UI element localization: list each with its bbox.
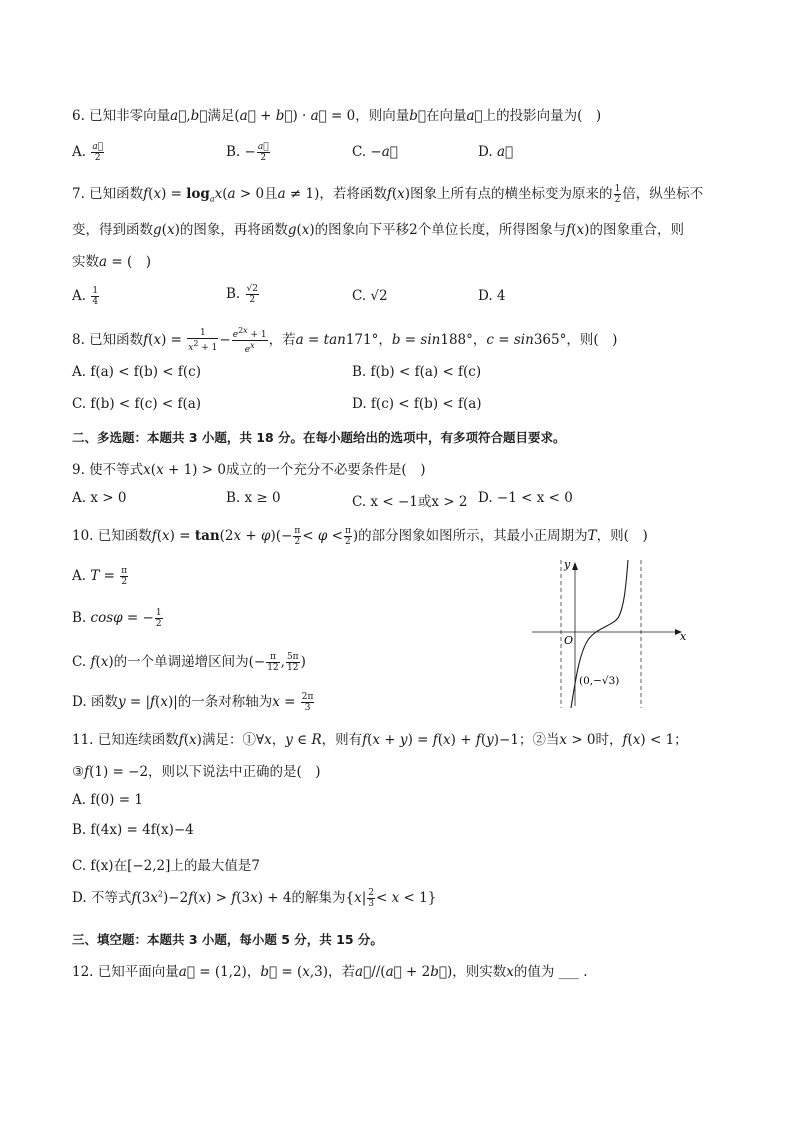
q9-option-c: C. x < −1或x > 2 xyxy=(352,494,468,510)
q11-stem-line1: 11. 已知连续函数f(x)满足：①∀x，y ∈ R，则有f(x + y) = f(x) + f(y)−1；②当x > 0时，f(x) < 1； xyxy=(72,732,688,748)
q9-stem: 9. 使不等式x(x + 1) > 0成立的一个充分不必要条件是( ) xyxy=(72,462,426,478)
q9-option-b: B. x ≥ 0 xyxy=(226,490,281,506)
q9-option-d: D. −1 < x < 0 xyxy=(478,490,573,506)
q11-option-a: A. f(0) = 1 xyxy=(72,792,143,808)
q11-stem-line2: ③f(1) = −2，则以下说法中正确的是( ) xyxy=(72,764,321,780)
origin-label: O xyxy=(564,634,574,647)
q7-option-d: D. 4 xyxy=(478,288,506,304)
q10-option-d: D. 函数y = |f(x)|的一条对称轴为x = $\frac{2\pi}{3}$ xyxy=(72,692,314,713)
q7-option-c: C. √2 xyxy=(352,288,388,304)
q6-option-d: D. a⃗ xyxy=(478,144,514,160)
q6-stem: 6. 已知非零向量a⃗,b⃗满足(a⃗ + b⃗) · a⃗ = 0，则向量b⃗在向量a⃗上的投影向量为( ) xyxy=(72,108,602,124)
q11-option-c: C. f(x)在[−2,2]上的最大值是7 xyxy=(72,858,260,874)
q6-option-c: C. −a⃗ xyxy=(352,144,398,160)
q9-option-a: A. x > 0 xyxy=(72,490,127,506)
q8-stem: 8. 已知函数f(x) = $\frac{1}{x2 + 1}$ − $\frac{e2x + 1}{ex}$ ，若a = tan171°，b = sin188°，c = sin365°，则( ) xyxy=(72,326,618,355)
q10-graph xyxy=(528,556,694,712)
q10-option-a: A. T = $\frac{\pi}{2}$ xyxy=(72,566,128,587)
section-3-heading: 三、填空题：本题共 3 小题，每小题 5 分，共 15 分。 xyxy=(72,932,383,947)
q6-option-b: B. − $\frac{a⃗}{2}$ xyxy=(226,142,269,163)
q10-option-c: C. f(x)的一个单调递增区间为(− $\frac{\pi}{12}$ , $\frac{5\pi}{12}$ ) xyxy=(72,652,306,673)
y-axis-arrow xyxy=(572,562,578,570)
q8-option-c: C. f(b) < f(c) < f(a) xyxy=(72,396,202,412)
q12-stem: 12. 已知平面向量a⃗ = (1,2)，b⃗ = (x,3)，若a⃗//(a⃗ + 2b⃗)，则实数x的值为 ___ . xyxy=(72,964,588,980)
q7-stem-line1: 7. 已知函数$f(x) = \log_ax(a > 0$且a ≠ 1)，若将函数f(x)图象上所有点的横坐标变为原来的 $\frac{1}{2}$ 倍，纵坐标不 xyxy=(72,184,704,205)
x-axis-label: x xyxy=(680,630,687,643)
section-2-heading: 二、多选题：本题共 3 小题，共 18 分。在每小题给出的选项中，有多项符合题目要求。 xyxy=(72,430,566,445)
q6-option-a: A. $\frac{a⃗}{2}$ xyxy=(72,142,104,163)
q7-stem-line2: 变，得到函数g(x)的图象，再将函数g(x)的图象向下平移2个单位长度，所得图象与f(x)的图象重合，则 xyxy=(72,222,684,238)
q7-option-b: B. $\frac{√2}{2}$ xyxy=(226,284,258,305)
q11-option-b: B. f(4x) = 4f(x)−4 xyxy=(72,822,194,838)
q8-option-a: A. f(a) < f(b) < f(c) xyxy=(72,364,201,380)
q8-option-b: B. f(b) < f(a) < f(c) xyxy=(352,364,482,380)
q11-option-d: D. 不等式$f(3x^2)-2f(x) > f(3x) + 4$的解集为{x| $\frac{2}{3}$ < x < 1} xyxy=(72,888,437,909)
q10-option-b: B. cosφ = − $\frac{1}{2}$ xyxy=(72,608,162,629)
q8-option-d: D. f(c) < f(b) < f(a) xyxy=(352,396,482,412)
q7-stem-line3: 实数a = ( ) xyxy=(72,254,151,270)
q7-option-a: A. $\frac{1}{4}$ xyxy=(72,286,99,307)
y-axis-label: y xyxy=(564,558,571,571)
q10-stem: 10. 已知函数f(x) = tan(2x + φ)(− $\frac{\pi}{2}$ < φ < $\frac{\pi}{2}$ )的部分图象如图所示，其最小正周期为T，则( ) xyxy=(72,526,648,547)
intercept-label: (0,−√3) xyxy=(579,675,620,687)
